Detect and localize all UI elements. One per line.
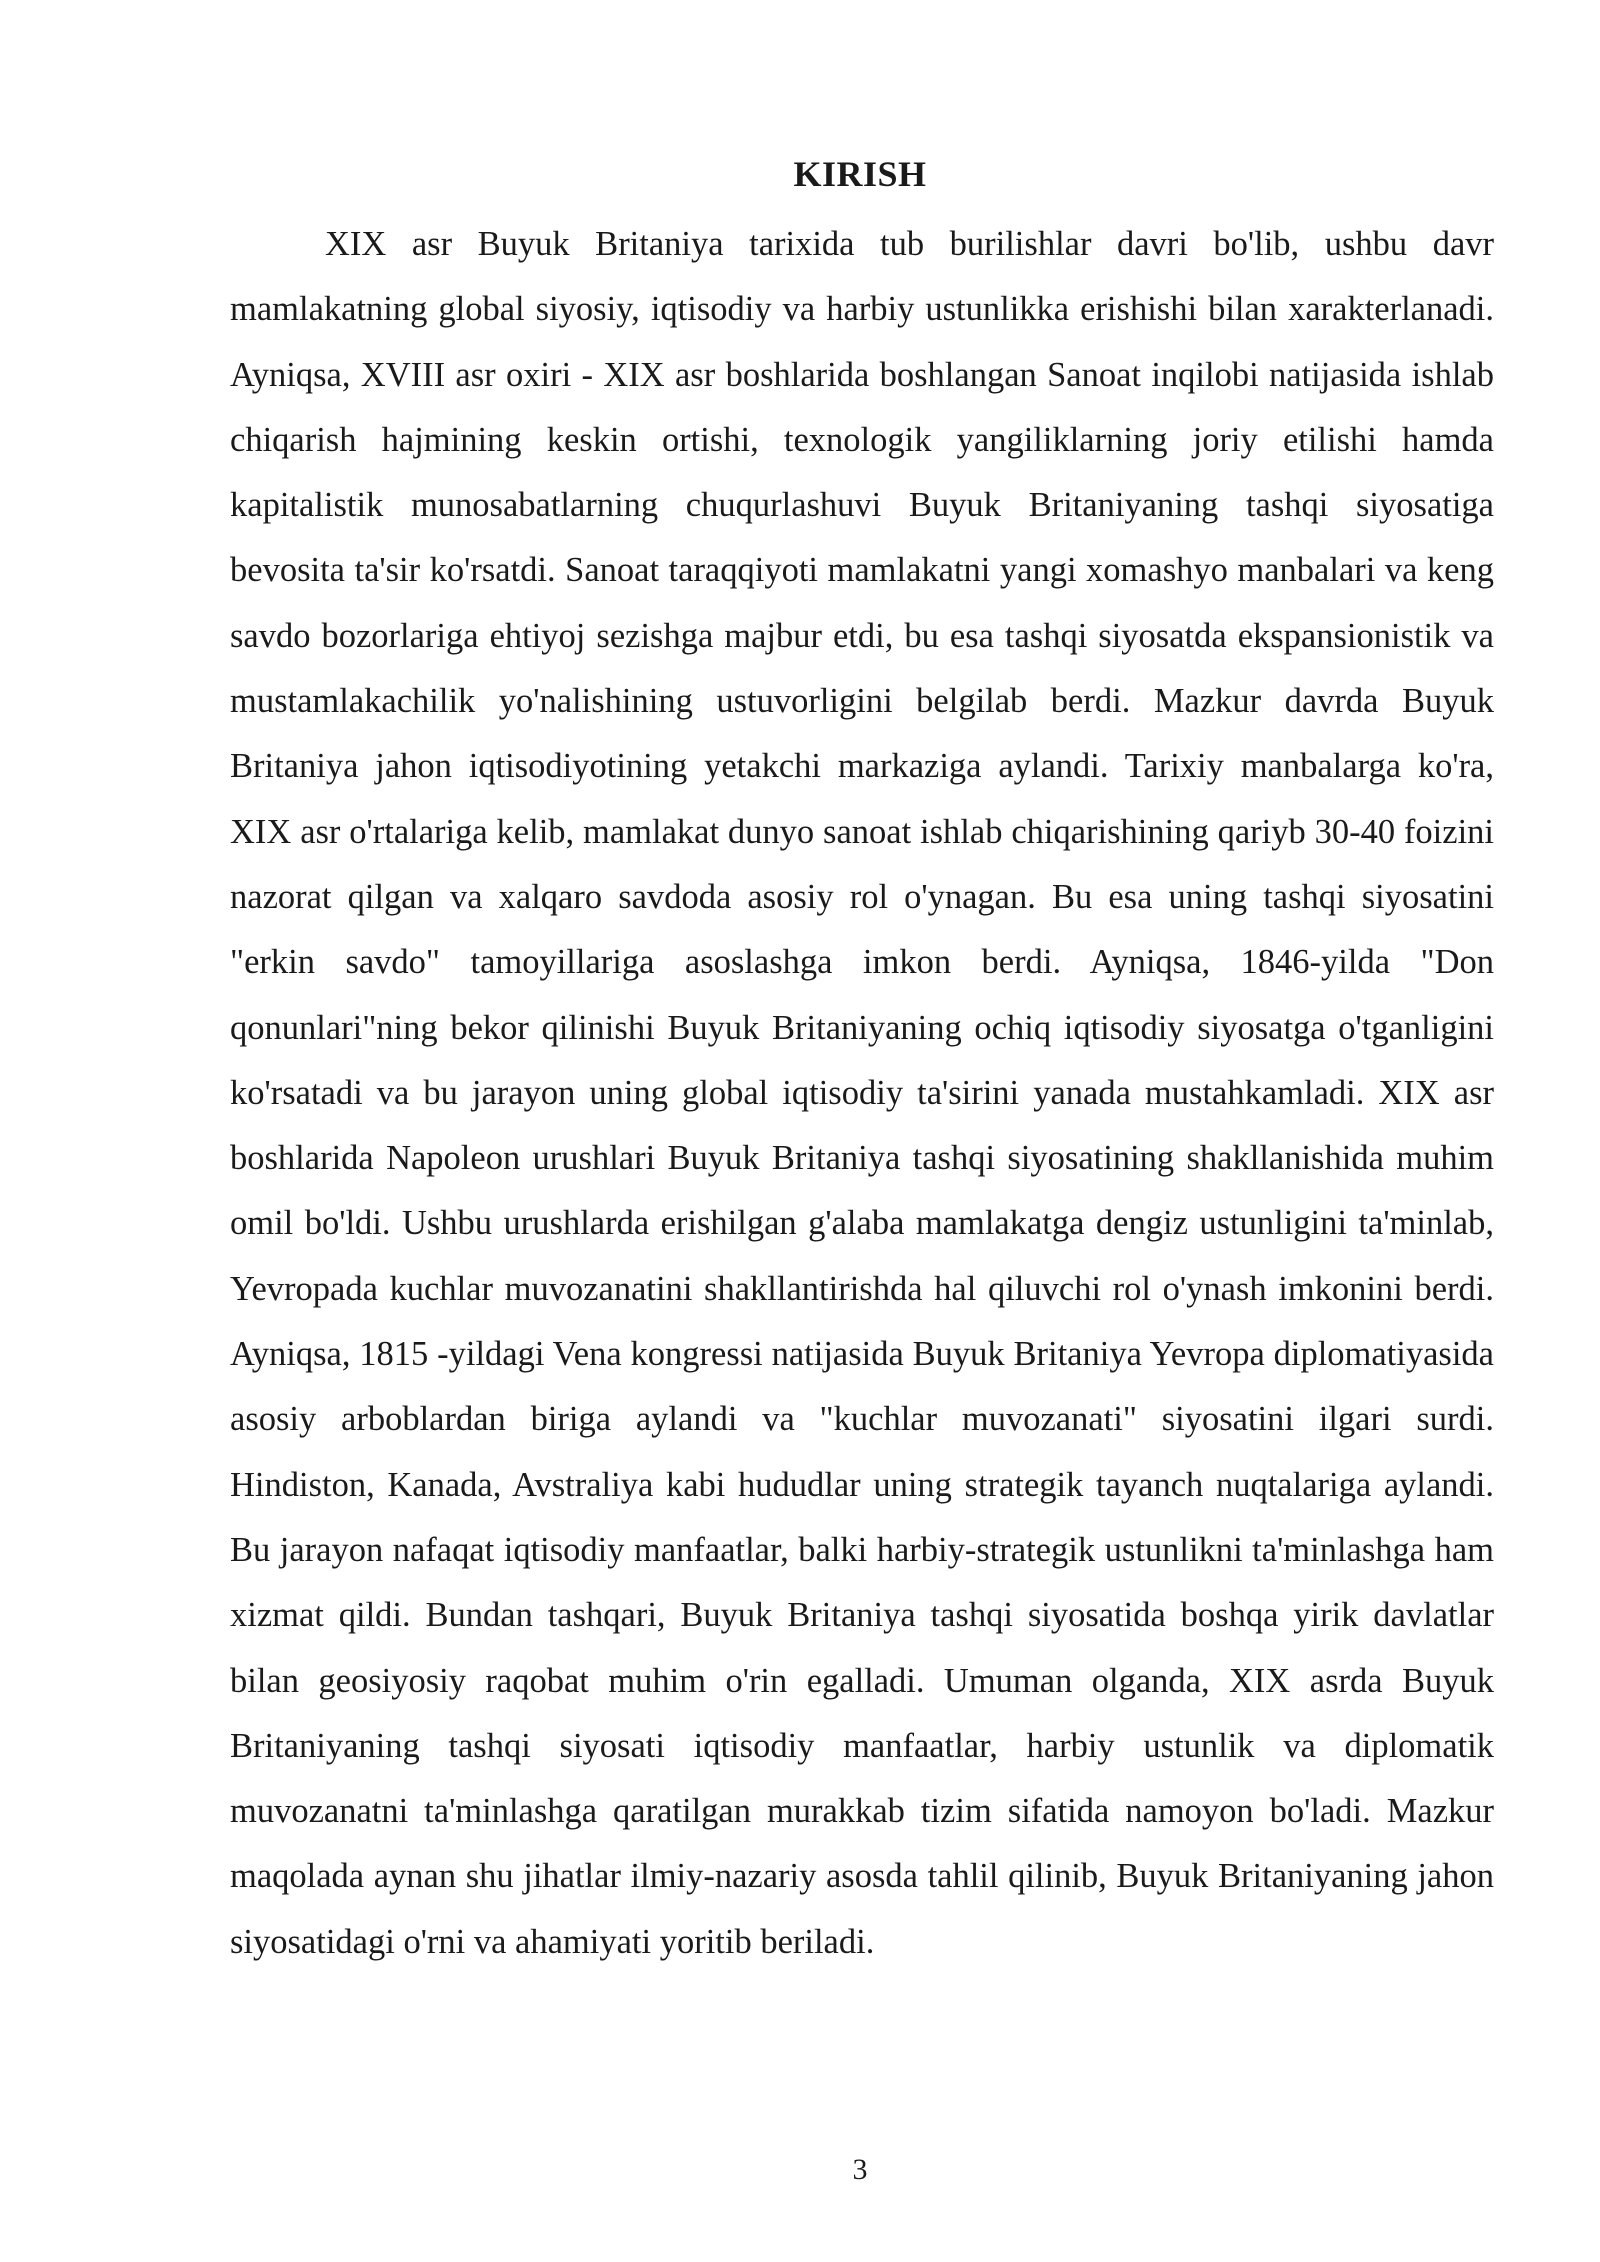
page-number: 3: [852, 2153, 868, 2186]
body-paragraph: XIX asr Buyuk Britaniya tarixida tub burilishlar davri bo'lib, ushbu davr mamlakatning global siyosiy, iqtisodiy va harbiy ustunlikka erishishi bilan xarakterlanadi. Ayniqsa, XVIII asr oxiri - XIX asr boshlarida boshlangan Sanoat inqilobi natijasida ishlab chiqarish hajmining keskin ortishi, texnologik yangiliklarning joriy etilishi hamda kapitalistik munosabatlarning chuqurlashuvi Buyuk Britaniyaning tashqi siyosatiga bevosita ta'sir ko'rsatdi. Sanoat taraqqiyoti mamlakatni yangi xomashyo manbalari va keng savdo bozorlariga ehtiyoj sezishga majbur etdi, bu esa tashqi siyosatda ekspansionistik va mustamlakachilik yo'nalishining ustuvorligini belgilab berdi. Mazkur davrda Buyuk Britaniya jahon iqtisodiyotining yetakchi markaziga aylandi. Tarixiy manbalarga ko'ra, XIX asr o'rtalariga kelib, mamlakat dunyo sanoat ishlab chiqarishining qariyb 30-40 foizini nazorat qilgan va xalqaro savdoda asosiy rol o'ynagan. Bu esa uning tashqi siyosatini "erkin savdo" tamoyillariga asoslashga imkon berdi. Ayniqsa, 1846-yilda "Don qonunlari"ning bekor qilinishi Buyuk Britaniyaning ochiq iqtisodiy siyosatga o'tganligini ko'rsatadi va bu jarayon uning global iqtisodiy ta'sirini yanada mustahkamladi. XIX asr boshlarida Napoleon urushlari Buyuk Britaniya tashqi siyosatining shakllanishida muhim omil bo'ldi. Ushbu urushlarda erishilgan g'alaba mamlakatga dengiz ustunligini ta'minlab, Yevropada kuchlar muvozanatini shakllantirishda hal qiluvchi rol o'ynash imkonini berdi. Ayniqsa, 1815 -yildagi Vena kongressi natijasida Buyuk Britaniya Yevropa diplomatiyasida asosiy arboblardan biriga aylandi va "kuchlar muvozanati" siyosatini ilgari surdi. Hindiston, Kanada, Avstraliya kabi hududlar uning strategik tayanch nuqtalariga aylandi. Bu jarayon nafaqat iqtisodiy manfaatlar, balki harbiy-strategik ustunlikni ta'minlashga ham xizmat qildi. Bundan tashqari, Buyuk Britaniya tashqi siyosatida boshqa yirik davlatlar bilan geosiyosiy raqobat muhim o'rin egalladi. Umuman olganda, XIX asrda Buyuk Britaniyaning tashqi siyosati iqtisodiy manfaatlar, harbiy ustunlik va diplomatik muvozanatni ta'minlashga qaratilgan murakkab tizim sifatida namoyon bo'ladi. Mazkur maqolada aynan shu jihatlar ilmiy-nazariy asosda tahlil qilinib, Buyuk Britaniyaning jahon siyosatidagi o'rni va ahamiyati yoritib beriladi.: [230, 225, 1494, 1961]
section-heading: KIRISH: [793, 154, 927, 194]
